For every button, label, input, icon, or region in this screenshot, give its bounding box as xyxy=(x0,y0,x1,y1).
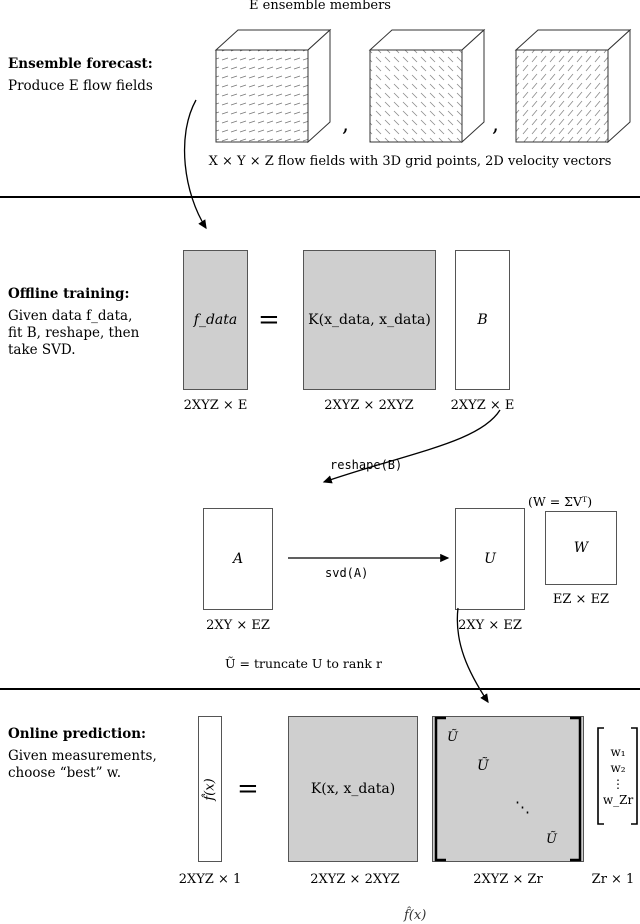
truncate-note-text: Ũ = truncate U to rank r xyxy=(225,656,382,671)
flow-field-caption xyxy=(180,154,640,169)
svd-label-text: svd(A) xyxy=(325,566,369,580)
section-subtitle-offline-training xyxy=(8,308,178,359)
offline-equals-sign xyxy=(258,307,280,333)
w-box-caption xyxy=(536,592,626,607)
section-subtitle-online-prediction xyxy=(8,748,188,782)
arrow-u-to-utilde xyxy=(438,606,508,718)
u-caption-text: 2XY × EZ xyxy=(458,618,522,633)
comma-2: , xyxy=(492,112,499,137)
offline-training-line-1: Given data f_data, xyxy=(8,308,133,324)
f-hat-box-label: f̂(x) xyxy=(202,777,218,801)
section-divider-1 xyxy=(0,196,640,198)
u-tilde-block-caption xyxy=(438,872,578,887)
a-box xyxy=(203,508,273,610)
section-divider-2 xyxy=(0,688,640,690)
b-box xyxy=(455,250,510,390)
u-tilde-entry-1-text: Ũ xyxy=(447,730,458,745)
w-box xyxy=(545,511,617,585)
f-hat-box xyxy=(198,716,222,862)
online-equals-text: = xyxy=(237,774,259,804)
kernel-caption-text: 2XYZ × 2XYZ xyxy=(324,398,414,413)
comma-1: , xyxy=(342,112,349,137)
cube-separator-1 xyxy=(342,112,349,137)
arrow-svd xyxy=(288,548,458,568)
a-box-caption xyxy=(188,618,288,633)
u-tilde-caption-text: 2XYZ × Zr xyxy=(473,872,543,887)
offline-equals-text: = xyxy=(258,305,280,335)
offline-training-line-2: fit B, reshape, then xyxy=(8,324,140,341)
online-prediction-line-2: choose “best” w. xyxy=(8,764,122,781)
section-subtitle-ensemble-forecast xyxy=(8,78,153,95)
flow-field-caption-text: X × Y × Z flow fields with 3D grid points, 2D velocity vectors xyxy=(208,154,612,169)
w-vector-caption-text: Zr × 1 xyxy=(591,872,635,887)
ensemble-members-text: E ensemble members xyxy=(249,0,391,13)
u-box xyxy=(455,508,525,610)
offline-training-title: Offline training: xyxy=(8,286,130,302)
kernel-online-caption-text: 2XYZ × 2XYZ xyxy=(310,872,400,887)
w-caption-text: EZ × EZ xyxy=(552,592,610,607)
u-tilde-entry-3-text: ⋱ xyxy=(515,798,530,816)
ensemble-members-label xyxy=(0,0,640,13)
f-data-box-label: f_data xyxy=(193,312,238,328)
online-equals-sign xyxy=(237,776,259,802)
kernel-box xyxy=(303,250,436,390)
u-tilde-entry-4-text: Ũ xyxy=(546,832,557,847)
online-prediction-line-1: Given measurements, xyxy=(8,748,157,764)
section-title-ensemble-forecast xyxy=(8,56,153,73)
ensemble-forecast-title: Ensemble forecast: xyxy=(8,56,153,72)
f-data-box xyxy=(183,250,248,390)
w-entry-2: w₂ xyxy=(610,760,626,775)
w-entry-3: ⋮ xyxy=(612,777,624,791)
b-box-label: B xyxy=(477,312,488,328)
w-definition-note xyxy=(528,494,592,509)
a-caption-text: 2XY × EZ xyxy=(206,618,270,633)
kernel-online-box-caption xyxy=(285,872,425,887)
kernel-box-label: K(x_data, x_data) xyxy=(308,312,431,328)
kernel-online-box xyxy=(288,716,418,862)
truncate-note xyxy=(225,656,382,671)
flow-field-cube-3 xyxy=(512,28,632,146)
f-hat-caption-text: 2XYZ × 1 xyxy=(178,872,242,887)
reshape-label-text: reshape(B) xyxy=(330,458,403,472)
w-box-label: W xyxy=(573,540,589,556)
f-hat-box-caption xyxy=(160,872,260,887)
ensemble-forecast-subtitle: Produce E flow fields xyxy=(8,78,153,94)
kernel-online-box-label: K(x, x_data) xyxy=(310,781,396,797)
w-note-text: (W = ΣVᵀ) xyxy=(528,494,593,509)
online-prediction-title: Online prediction: xyxy=(8,726,147,742)
w-entry-4: w_Zr xyxy=(602,793,634,808)
u-tilde-bracket-right xyxy=(566,716,584,862)
arrow-ensemble-to-training xyxy=(176,96,246,246)
w-entry-1: w₁ xyxy=(610,744,626,759)
reshape-arrow-label xyxy=(330,458,402,472)
u-tilde-entry-4 xyxy=(546,832,557,847)
w-vector-caption xyxy=(578,872,640,887)
bottom-partial-label xyxy=(404,908,426,923)
f-data-caption-text: 2XYZ × E xyxy=(183,398,248,413)
b-caption-text: 2XYZ × E xyxy=(450,398,515,413)
cube-separator-2 xyxy=(492,112,499,137)
w-vector-entries xyxy=(603,728,633,824)
u-tilde-entry-1 xyxy=(447,730,458,745)
section-title-online-prediction xyxy=(8,726,146,743)
a-box-label: A xyxy=(232,551,244,567)
offline-training-line-3: take SVD. xyxy=(8,341,76,358)
u-tilde-entry-2-text: Ũ xyxy=(477,758,489,774)
bottom-partial-text: f̂(x) xyxy=(404,908,427,923)
u-tilde-entry-2 xyxy=(477,758,489,774)
flow-field-cube-2 xyxy=(366,28,486,146)
svd-arrow-label xyxy=(325,566,368,580)
u-box-label: U xyxy=(484,551,496,567)
u-tilde-entry-3 xyxy=(515,798,530,816)
section-title-offline-training xyxy=(8,286,129,303)
